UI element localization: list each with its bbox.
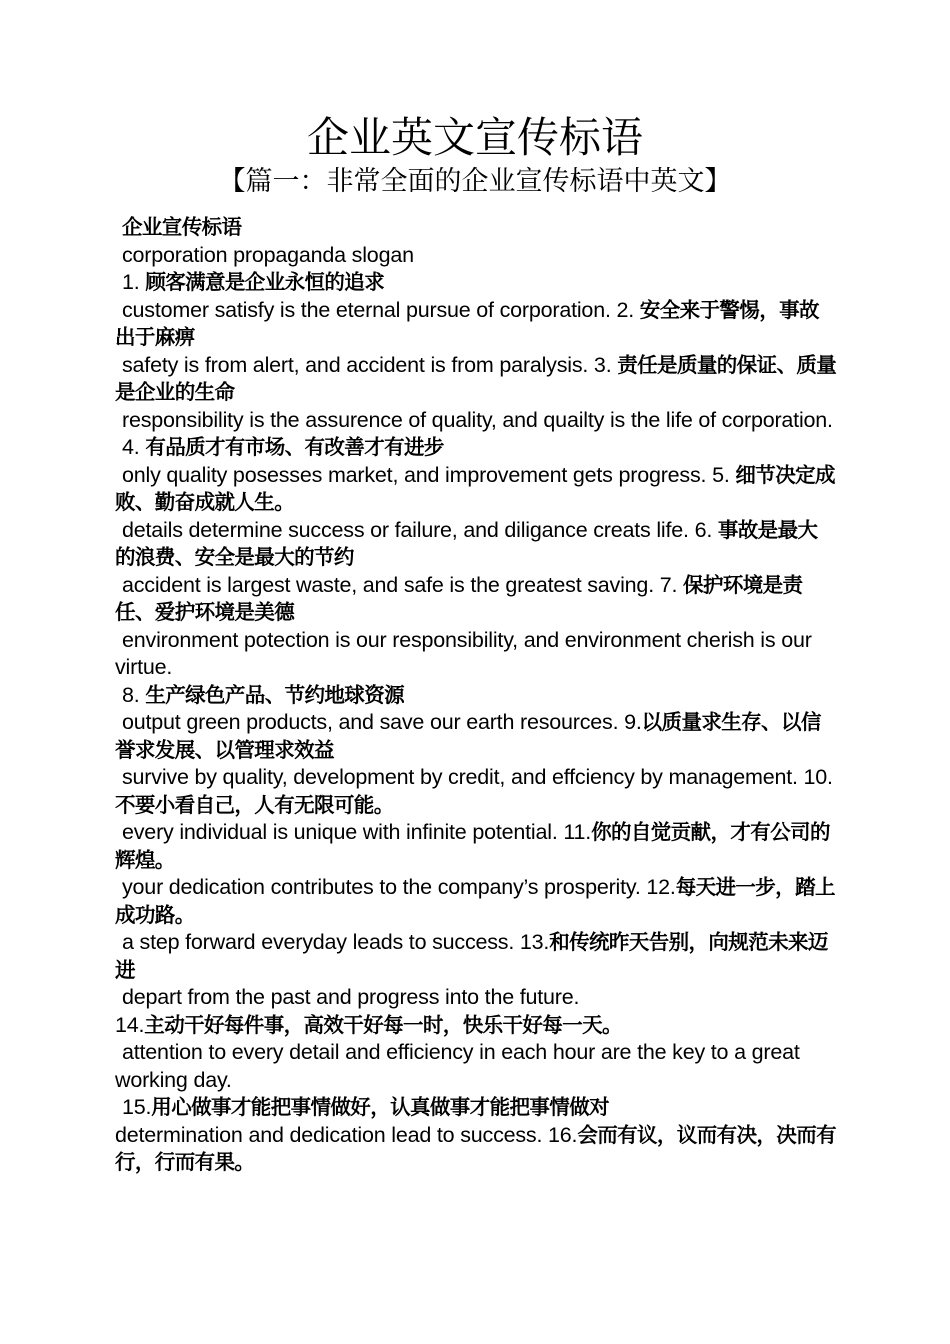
slogan-14-zh: 14.主动干好每件事，高效干好每一时，快乐干好每一天。 — [115, 1012, 622, 1037]
slogan-7-en: environment potection is our responsibility, and environment cherish is our virtue. — [115, 627, 812, 679]
slogan-1-en: customer satisfy is the eternal pursue of corporation. 2. 安全来于警惕，事故出于麻痹 — [115, 297, 819, 349]
heading-en: corporation propaganda slogan — [122, 242, 414, 267]
slogan-9-en: survive by quality, development by credit, and effciency by management. 10.不要小看自己，人有无限可能。 — [115, 765, 833, 817]
slogan-11-en: your dedication contributes to the company’s prosperity. 12.每天进一步，踏上成功路。 — [115, 875, 835, 927]
slogan-15-en: determination and dedication lead to success. 16.会而有议，议而有决，决而有行，行而有果。 — [115, 1122, 837, 1174]
slogan-list — [115, 214, 837, 1177]
page-title: 企业英文宣传标语 — [306, 113, 643, 162]
slogan-6-en: accident is largest waste, and safe is the greatest saving. 7. 保护环境是责任、爱护环境是美德 — [115, 572, 803, 624]
slogan-13-en: depart from the past and progress into the future. — [122, 985, 580, 1009]
heading-zh: 企业宣传标语 — [122, 215, 242, 239]
slogan-10-en: every individual is unique with infinite potential. 11.你的自觉贡献，才有公司的辉煌。 — [115, 820, 830, 872]
slogan-8-en: output green products, and save our earth resources. 9.以质量求生存、以信誉求发展、以管理求效益 — [115, 710, 821, 762]
slogan-5-en: details determine success or failure, and diligance creats life. 6. 事故是最大的浪费、安全是最大的节约 — [115, 517, 818, 569]
slogan-2-en: safety is from alert, and accident is from paralysis. 3. 责任是质量的保证、质量是企业的生命 — [115, 352, 837, 404]
slogan-4-zh: 4. 有品质才有市场、有改善才有进步 — [122, 435, 444, 459]
slogan-15-zh: 15.用心做事才能把事情做好，认真做事才能把事情做对 — [122, 1095, 609, 1119]
slogan-12-en: a step forward everyday leads to success. 13.和传统昨天告别，向规范未来迈进 — [115, 930, 828, 982]
slogan-14-en: attention to every detail and efficiency in each hour are the key to a great working day. — [115, 1040, 800, 1092]
page-subtitle: 【篇一：非常全面的企业宣传标语中英文】 — [218, 166, 732, 197]
slogan-8-zh: 8. 生产绿色产品、节约地球资源 — [122, 682, 405, 707]
slogan-1-zh: 1. 顾客满意是企业永恒的追求 — [122, 270, 385, 294]
section-heading-en — [115, 242, 837, 270]
slogan-4-en: only quality posesses market, and improvement gets progress. 5. 细节决定成败、勤奋成就人生。 — [115, 462, 835, 514]
slogan-3-en: responsibility is the assurence of quality, and quailty is the life of corporation. — [122, 407, 833, 432]
section-heading — [115, 214, 837, 242]
